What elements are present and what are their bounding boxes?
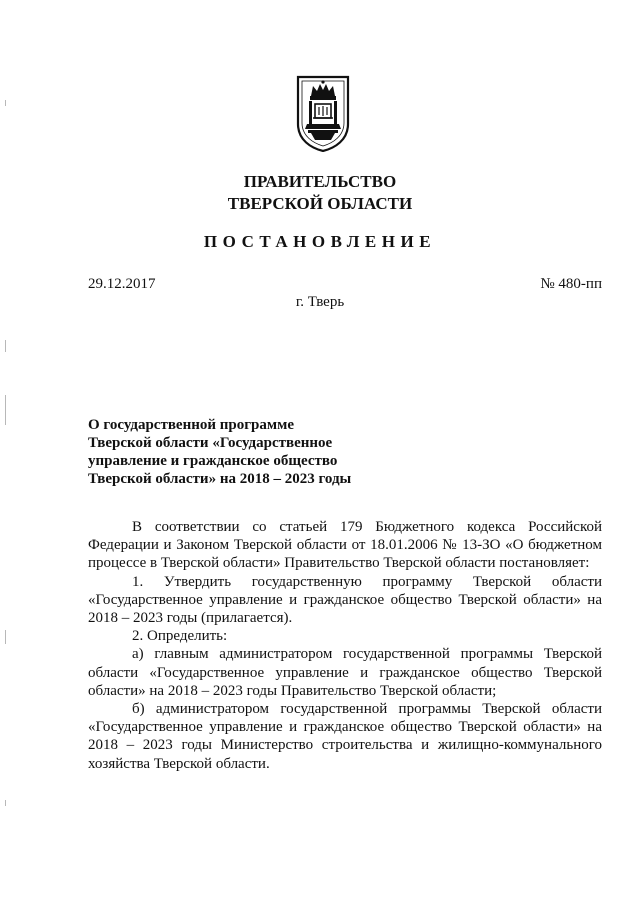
scan-margin-mark: [5, 395, 6, 425]
scan-margin-mark: [5, 800, 6, 806]
scan-margin-mark: [5, 340, 6, 352]
org-name-line2: ТВЕРСКОЙ ОБЛАСТИ: [227, 194, 413, 213]
body-paragraph-item-2: 2. Определить:: [132, 628, 228, 645]
subject-line: Тверской области» на 2018 – 2023 годы: [88, 471, 352, 487]
org-name-line1: ПРАВИТЕЛЬСТВО: [243, 172, 397, 191]
subject-line: Тверской области «Государственное: [88, 435, 333, 451]
body-paragraph-preamble: В соответствии со статьей 179 Бюджетного кодекса Российской Федерации и Законом Тверской области от 18.01.2006 № 13-ЗО «О бюджетном процессе в Тверской области» Правительство Тверской области постановляет:: [88, 519, 602, 572]
document-city: г. Тверь: [295, 294, 345, 310]
body-paragraph-item-2b: б) администратором государственной программы Тверской области «Государственное управление и гражданское общество Тверской области» на 2018 – 2023 годы Министерство строительства и жилищно-коммунального хозяйства Тверской области.: [88, 701, 602, 772]
body-paragraph-item-1: 1. Утвердить государственную программу Тверской области «Государственное управление и гражданское общество Тверской области» на 2018 – 2023 годы (прилагается).: [88, 573, 602, 627]
scan-margin-mark: [5, 630, 6, 644]
document-number: № 480-пп: [540, 276, 602, 292]
document-type-title: ПОСТАНОВЛЕНИЕ: [203, 232, 437, 251]
document-date: 29.12.2017: [88, 276, 156, 292]
document-subject: [88, 416, 388, 488]
subject-line: управление и гражданское общество: [88, 453, 338, 469]
document-body: [88, 518, 602, 773]
subject-line: О государственной программе: [88, 417, 294, 433]
scan-margin-mark: [5, 100, 6, 106]
tver-coat-of-arms-icon: [295, 74, 351, 152]
body-paragraph-item-2a: а) главным администратором государственной программы Тверской области «Государственное управление и гражданское общество Тверской области» на 2018 – 2023 годы Правительство Тверской области;: [88, 646, 602, 699]
